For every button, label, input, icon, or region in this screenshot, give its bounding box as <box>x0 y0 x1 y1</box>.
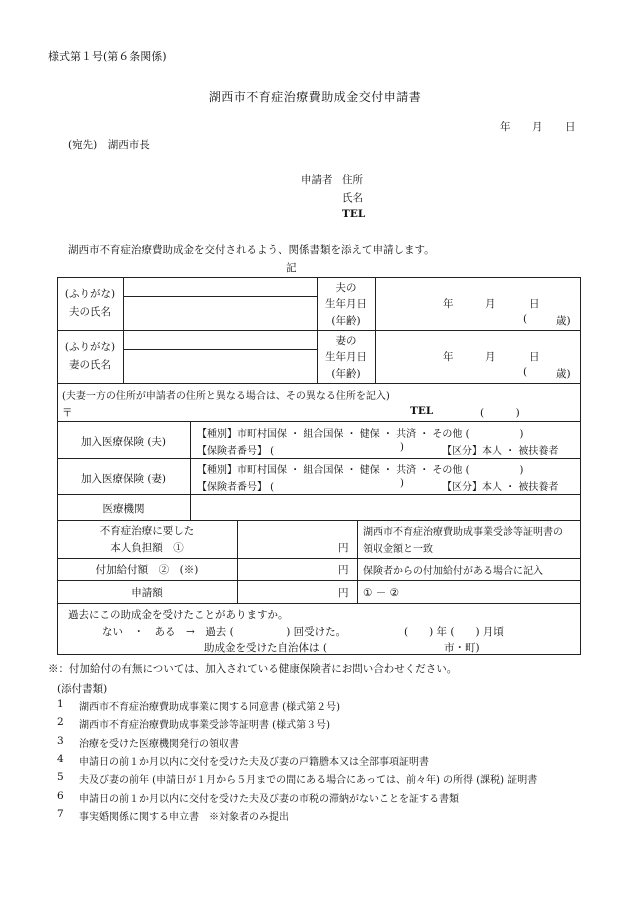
insurance-wife-number-close: ) <box>400 478 404 489</box>
wife-dob-month[interactable]: 月 <box>485 351 496 363</box>
husband-name-label: 夫の氏名 <box>69 306 111 318</box>
attachment-item: 夫及び妻の前年 (申請日が１月から５月までの間にある場合にあっては、前々年) の所得 (課税) 証明書 <box>79 775 538 787</box>
date-month[interactable]: 月 <box>532 121 543 133</box>
insurance-husband-number-label[interactable]: 【保険者番号】 ( <box>197 446 275 457</box>
attachment-item: 湖西市不育症治療費助成事業受診等証明書 (様式第３号) <box>79 720 330 732</box>
address-diff-tel-label[interactable]: TEL <box>410 405 434 417</box>
attachment-number: 4 <box>57 752 64 765</box>
page-title: 湖西市不育症治療費助成金交付申請書 <box>208 90 422 104</box>
date-day[interactable]: 日 <box>565 121 576 133</box>
additional-label: 付加給付額 ② (※) <box>95 564 199 576</box>
additional-unit[interactable]: 円 <box>338 564 349 576</box>
applicant-address-label[interactable]: 住所 <box>342 174 363 186</box>
attachment-item: 治療を受けた医療機関発行の領収書 <box>79 738 239 750</box>
insurance-wife-type[interactable]: 【種別】市町村国保 ・ 組合国保 ・ 健保 ・ 共済 ・ その他 ( ) <box>197 465 524 476</box>
insurance-husband-number-close: ) <box>400 442 404 453</box>
form-number: 様式第１号(第６条関係) <box>48 50 167 63</box>
past-date[interactable]: ( ) 年 ( ) 月頃 <box>404 626 504 638</box>
insurance-wife-label: 加入医療保険 (妻) <box>80 473 167 485</box>
attachment-item: 湖西市不育症治療費助成事業に関する同意書 (様式第２号) <box>79 702 340 713</box>
wife-age-open: ( <box>523 366 528 378</box>
wife-dob-day[interactable]: 日 <box>529 351 540 363</box>
past-municipality[interactable]: 助成金を受けた自治体は ( <box>204 642 327 654</box>
addressee: (宛先) 湖西市長 <box>68 139 150 151</box>
application-amount-label: 申請額 <box>131 587 163 599</box>
additional-note: 保険者からの付加給付がある場合に記入 <box>363 566 543 577</box>
husband-dob-label-3: (年齢) <box>331 315 361 327</box>
insurance-husband-type[interactable]: 【種別】市町村国保 ・ 組合国保 ・ 健保 ・ 共済 ・ その他 ( ) <box>197 429 524 440</box>
cost-unit[interactable]: 円 <box>338 542 349 554</box>
postal-mark[interactable]: 〒 <box>62 407 73 419</box>
attachments-title: (添付書類) <box>57 683 108 695</box>
husband-dob-month[interactable]: 月 <box>485 298 496 310</box>
attachment-number: 5 <box>57 771 64 784</box>
attachment-item: 申請日の前１か月以内に交付を受けた夫及び妻の市税の滞納がないことを証する書類 <box>79 793 459 805</box>
wife-dob-label-3: (年齢) <box>331 368 361 380</box>
medical-institution-label: 医療機関 <box>102 503 145 515</box>
husband-furigana-label: (ふりがな) <box>64 288 116 300</box>
request-text: 湖西市不育症治療費助成金を交付されるよう、関係書類を添えて申請します。 <box>68 244 435 256</box>
date-year[interactable]: 年 <box>500 121 511 133</box>
attachment-number: 6 <box>57 789 64 802</box>
husband-dob-day[interactable]: 日 <box>529 298 540 310</box>
past-question: 過去にこの助成金を受けたことがありますか。 <box>68 609 289 621</box>
wife-dob-year[interactable]: 年 <box>443 351 454 363</box>
husband-dob-label-1: 夫の <box>335 282 357 294</box>
wife-furigana-label: (ふりがな) <box>64 341 116 353</box>
wife-name-label: 妻の氏名 <box>69 359 111 371</box>
address-diff-note: (夫妻一方の住所が申請者の住所と異なる場合は、その異なる住所を記入) <box>62 391 390 402</box>
insurance-husband-label: 加入医療保険 (夫) <box>80 436 167 448</box>
attachment-number: 2 <box>57 716 64 729</box>
attachment-number: 1 <box>57 698 64 710</box>
wife-dob-label-1: 妻の <box>335 335 357 347</box>
cost-label-2: 本人負担額 ① <box>110 542 184 554</box>
applicant-tel-label[interactable]: TEL <box>342 208 366 220</box>
applicant-label: 申請者 <box>301 174 333 186</box>
address-diff-tel-paren[interactable]: ( ) <box>480 407 520 419</box>
past-municipality-end: 市・町) <box>444 642 480 654</box>
attachment-number: 3 <box>57 734 64 747</box>
attachment-item: 事実婚関係に関する申立書 ※対象者のみ提出 <box>79 811 289 823</box>
cost-label-1: 不育症治療に要した <box>99 525 195 537</box>
attachment-item: 申請日の前１か月以内に交付を受けた夫及び妻の戸籍謄本又は全部事項証明書 <box>79 756 429 768</box>
application-amount-formula: ① － ② <box>363 587 400 599</box>
application-amount-unit[interactable]: 円 <box>338 587 349 599</box>
cost-note-1: 湖西市不育症治療費助成事業受診等証明書の <box>363 527 563 538</box>
husband-age[interactable]: 歳) <box>556 315 571 327</box>
cost-note-2: 領収金額と一致 <box>363 544 433 555</box>
applicant-name-label[interactable]: 氏名 <box>342 192 363 204</box>
medical-institution-field[interactable] <box>190 495 580 519</box>
insurance-wife-category[interactable]: 【区分】本人 ・ 被扶養者 <box>442 482 559 493</box>
attachment-number: 7 <box>57 807 64 820</box>
husband-dob-label-2: 生年月日 <box>325 298 367 310</box>
wife-dob-label-2: 生年月日 <box>325 351 367 363</box>
ki-label: 記 <box>286 262 297 274</box>
husband-age-open: ( <box>523 313 528 325</box>
past-options[interactable]: ない ・ ある → 過去 ( ) 回受けた。 <box>102 626 347 638</box>
footnote: ※：付加給付の有無については、加入されている健康保険者にお問い合わせください。 <box>48 663 458 675</box>
insurance-husband-category[interactable]: 【区分】本人 ・ 被扶養者 <box>442 446 559 457</box>
wife-age[interactable]: 歳) <box>556 368 571 380</box>
insurance-wife-number-label[interactable]: 【保険者番号】 ( <box>197 482 275 493</box>
husband-dob-year[interactable]: 年 <box>443 298 454 310</box>
